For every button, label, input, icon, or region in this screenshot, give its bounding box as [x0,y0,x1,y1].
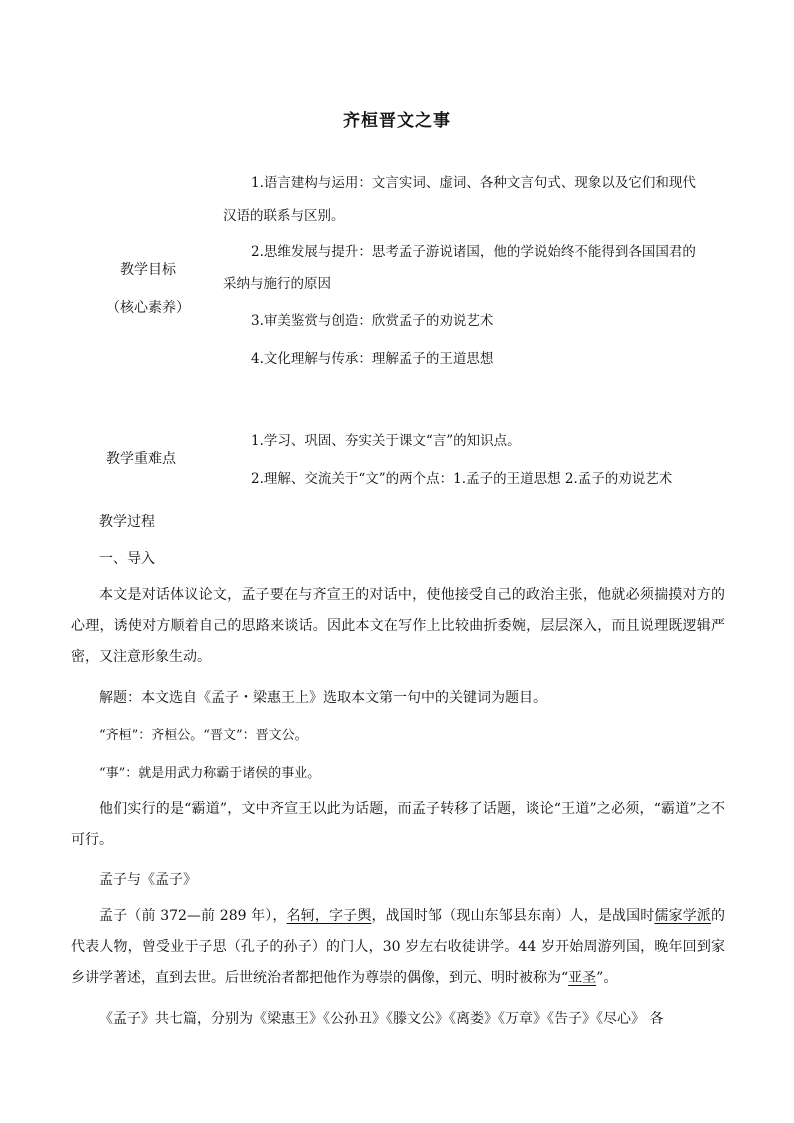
books-line: 《孟子》共七篇，分别为《梁惠王》《公孙丑》《滕文公》《离娄》《万章》《告子》《尽心》 各 [99,1011,664,1027]
mengzi-heading: 孟子与《孟子》 [99,872,197,888]
mengzi-bio-paragraph [71,901,725,994]
objective-2-line-1: 2.思维发展与提升：思考孟子游说诸国，他的学说始终不能得到各国国君的 [251,244,696,260]
bio-text-1: 孟子（前 372—前 289 年）， [99,908,287,924]
bio-name-underlined: 名轲，字子舆 [286,908,372,924]
bio-title-underlined: 亚圣 [568,970,597,986]
bio-text-3: 的代表人物，曾受业于子思（孔子的孙子）的门人，30 岁左右收徒讲学。44 岁开始周游列国，晚年回到家乡讲学著述，直到去世。后世统治者都把他作为尊崇的偶像，到元、明时被称为“ [71,908,726,986]
badao-paragraph: 他们实行的是“霸道”，文中齐宣王以此为话题，而孟子转移了话题，谈论“王道”之必须，“霸道”之不可行。 [71,801,725,848]
objective-4: 4.文化理解与传承：理解孟子的王道思想 [251,351,494,367]
qihuan-jinwen-line: “齐桓”：齐桓公。“晋文”：晋文公。 [99,728,308,743]
section-1-heading: 一、导入 [99,551,155,567]
page-title: 齐桓晋文之事 [343,111,451,131]
objective-2-line-2: 采纳与施行的原因 [223,276,331,292]
intro-paragraph: 本文是对话体议论文，孟子要在与齐宣王的对话中，使他接受自己的政治主张，他就必须揣摸对方的心理，诱使对方顺着自己的思路来谈话。因此本文在写作上比较曲折委婉，层层深入，而且说理既逻辑严密，又注意形象生动。 [71,587,725,665]
objective-3: 3.审美鉴赏与创造：欣赏孟子的劝说艺术 [251,313,494,329]
bio-text-4: ”。 [596,970,618,986]
key-points-label: 教学重难点 [106,451,176,467]
objectives-label: 教学目标 [120,262,176,278]
process-heading: 教学过程 [99,514,155,530]
bio-text-2: ，战国时邹（现山东邹县东南）人，是战国时 [371,908,655,924]
key-point-2: 2.理解、交流关于“文”的两个点：1.孟子的王道思想 2.孟子的劝说艺术 [251,471,673,487]
objectives-sublabel: （核心素养） [106,300,190,316]
bio-school-underlined: 儒家学派 [654,908,712,924]
jieti-line: 解题：本文选自《孟子・梁惠王上》选取本文第一句中的关键词为题目。 [99,690,547,706]
objective-1-line-2: 汉语的联系与区别。 [223,208,345,224]
objective-1-line-1: 1.语言建构与运用：文言实词、虚词、各种文言句式、现象以及它们和现代 [251,175,696,191]
shi-definition-line: “事”：就是用武力称霸于诸侯的事业。 [99,766,321,781]
key-point-1: 1.学习、巩固、夯实关于课文“言”的知识点。 [251,433,521,449]
